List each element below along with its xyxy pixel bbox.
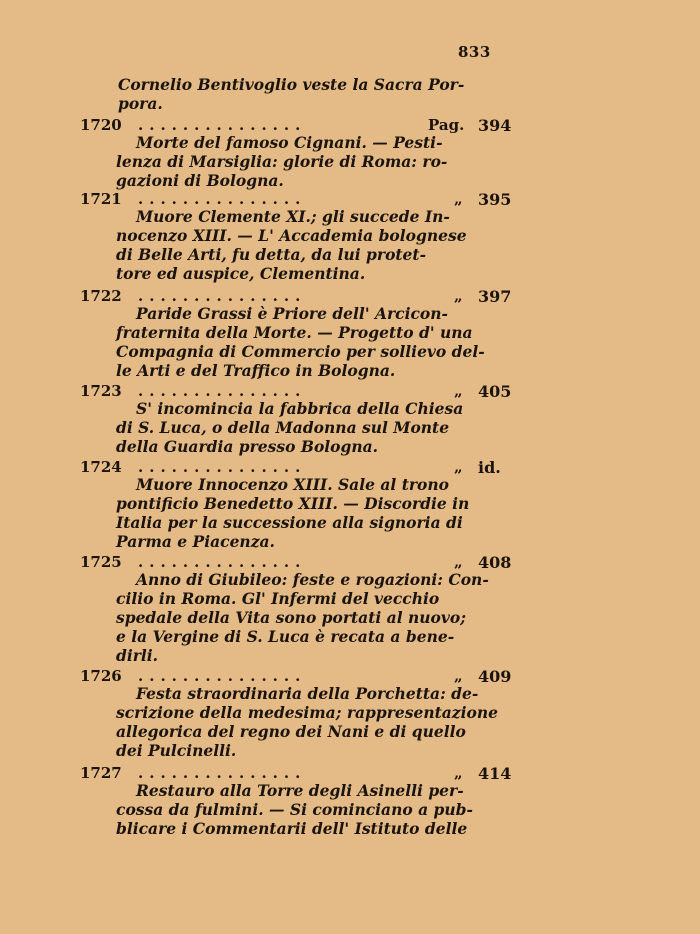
- entry-text-line: allegorica del regno dei Nani e di quello: [116, 722, 466, 742]
- entry-year: 1725: [80, 553, 122, 571]
- dot-leaders: ...............: [138, 382, 307, 400]
- entry-page-number: 409: [478, 667, 512, 686]
- entry-text-line: di Belle Arti, fu detta, da lui protet-: [116, 245, 427, 265]
- entry-text-line: fraternita della Morte. — Progetto d' una: [116, 323, 473, 343]
- dot-leaders: ...............: [138, 553, 307, 571]
- entry-text-line: Paride Grassi è Priore dell' Arcicon-: [136, 304, 448, 323]
- entry-text-line: cossa da fulmini. — Si cominciano a pub-: [116, 800, 473, 820]
- dot-leaders: ...............: [138, 116, 307, 134]
- dot-leaders: ...............: [138, 458, 307, 476]
- entry-text-line: Morte del famoso Cignani. — Pesti-: [136, 133, 443, 152]
- page-reference-label: „: [454, 458, 463, 476]
- entry-year: 1727: [80, 764, 122, 782]
- dot-leaders: ...............: [138, 287, 307, 305]
- page-reference-label: „: [454, 287, 463, 305]
- entry-text-line: e la Vergine di S. Luca è recata a bene-: [116, 627, 455, 647]
- page-reference-label: „: [454, 553, 463, 571]
- entry-text-line: lenza di Marsiglia: glorie di Roma: ro-: [116, 152, 448, 172]
- entry-year: 1720: [80, 116, 122, 134]
- entry-page-number: 395: [478, 190, 512, 209]
- entry-text-line: nocenzo XIII. — L' Accademia bolognese: [116, 226, 467, 246]
- entry-year: 1723: [80, 382, 122, 400]
- page-reference-label: „: [454, 382, 463, 400]
- entry-text-line: S' incomincia la fabbrica della Chiesa: [136, 399, 464, 418]
- entry-text-line: della Guardia presso Bologna.: [116, 437, 379, 457]
- entry-text-line: Festa straordinaria della Porchetta: de-: [136, 684, 479, 703]
- entry-text-line: Compagnia di Commercio per sollievo del-: [116, 342, 485, 362]
- entry-year: 1724: [80, 458, 122, 476]
- dot-leaders: ...............: [138, 764, 307, 782]
- entry-text-line: Cornelio Bentivoglio veste la Sacra Por-: [118, 75, 465, 94]
- entry-text-line: Muore Clemente XI.; gli succede In-: [136, 207, 450, 226]
- entry-page-number: 414: [478, 764, 512, 783]
- page-reference-label: „: [454, 764, 463, 782]
- entry-text-line: blicare i Commentarii dell' Istituto delle: [116, 819, 468, 839]
- page-reference-label: Pag.: [428, 116, 465, 134]
- entry-text-line: Italia per la successione alla signoria di: [116, 513, 463, 533]
- entry-year: 1721: [80, 190, 122, 208]
- entry-text-line: le Arti e del Traffico in Bologna.: [116, 361, 396, 381]
- entry-page-number: 397: [478, 287, 512, 306]
- entry-text-line: cilio in Roma. Gl' Infermi del vecchio: [116, 589, 440, 609]
- entry-text-line: gazioni di Bologna.: [116, 171, 284, 191]
- entry-text-line: pora.: [118, 94, 163, 114]
- entry-page-number: id.: [478, 458, 501, 477]
- entry-text-line: Anno di Giubileo: feste e rogazioni: Con-: [136, 570, 489, 589]
- entry-page-number: 405: [478, 382, 512, 401]
- page-reference-label: „: [454, 190, 463, 208]
- entry-text-line: dei Pulcinelli.: [116, 741, 237, 761]
- entry-text-line: di S. Luca, o della Madonna sul Monte: [116, 418, 450, 438]
- entry-text-line: Parma e Piacenza.: [116, 532, 275, 552]
- entry-page-number: 394: [478, 116, 512, 135]
- entry-text-line: dirli.: [116, 646, 159, 666]
- page-number: 833: [458, 43, 491, 61]
- entry-year: 1722: [80, 287, 122, 305]
- dot-leaders: ...............: [138, 190, 307, 208]
- page-reference-label: „: [454, 667, 463, 685]
- entry-text-line: pontificio Benedetto XIII. — Discordie in: [116, 494, 470, 514]
- entry-text-line: tore ed auspice, Clementina.: [116, 264, 366, 284]
- entry-text-line: scrizione della medesima; rappresentazione: [116, 703, 498, 723]
- entry-year: 1726: [80, 667, 122, 685]
- entry-text-line: Muore Innocenzo XIII. Sale al trono: [136, 475, 449, 494]
- dot-leaders: ...............: [138, 667, 307, 685]
- entry-page-number: 408: [478, 553, 512, 572]
- entry-text-line: Restauro alla Torre degli Asinelli per-: [136, 781, 464, 800]
- entry-text-line: spedale della Vita sono portati al nuovo;: [116, 608, 466, 628]
